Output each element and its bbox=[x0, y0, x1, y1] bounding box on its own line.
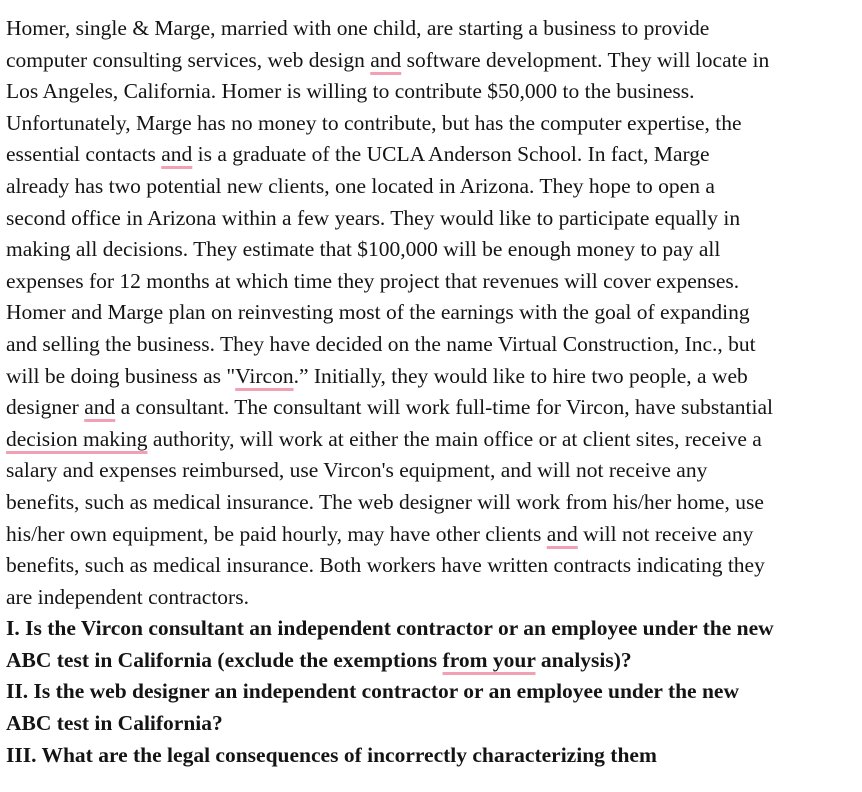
spellcheck-flagged-text: and bbox=[161, 142, 193, 167]
paragraph-line bbox=[6, 171, 862, 203]
question-line bbox=[6, 613, 862, 645]
text-segment: software development. They will locate in bbox=[401, 47, 770, 72]
text-segment: ABC test in California (exclude the exemptions bbox=[6, 647, 443, 672]
text-segment: Homer, single & Marge, married with one child, are starting a business to provide bbox=[6, 16, 710, 40]
document-body bbox=[6, 13, 862, 771]
paragraph-line bbox=[6, 361, 862, 393]
question-line bbox=[6, 708, 862, 740]
paragraph-line bbox=[6, 203, 862, 235]
text-segment: II. Is the web designer an independent contractor or an employee under the new bbox=[6, 679, 740, 704]
paragraph-line bbox=[6, 582, 862, 614]
paragraph-line bbox=[6, 487, 862, 519]
text-segment: computer consulting services, web design bbox=[6, 47, 371, 72]
question-line bbox=[6, 676, 862, 708]
spellcheck-flagged-text: from your bbox=[442, 647, 536, 672]
spellcheck-flagged-text: and bbox=[84, 395, 116, 420]
paragraph-line bbox=[6, 455, 862, 487]
text-segment: Homer and Marge plan on reinvesting most of the earnings with the goal of expanding bbox=[6, 300, 750, 325]
text-segment: benefits, such as medical insurance. Both workers have written contracts indicating they bbox=[6, 553, 765, 578]
text-segment: will be doing business as " bbox=[6, 363, 236, 388]
paragraph-line bbox=[6, 392, 862, 424]
paragraph-line bbox=[6, 519, 862, 551]
text-segment: expenses for 12 months at which time they project that revenues will cover expenses. bbox=[6, 268, 740, 293]
text-segment: salary and expenses reimbursed, use Vircon's equipment, and will not receive any bbox=[6, 458, 708, 483]
question-line bbox=[6, 740, 862, 772]
text-segment: benefits, such as medical insurance. The web designer will work from his/her home, use bbox=[6, 489, 764, 514]
paragraph-line bbox=[6, 266, 862, 298]
paragraph-line bbox=[6, 424, 862, 456]
paragraph-line bbox=[6, 45, 862, 77]
text-segment: already has two potential new clients, one located in Arizona. They hope to open a bbox=[6, 173, 715, 198]
text-segment: .” Initially, they would like to hire two people, a web bbox=[293, 363, 748, 388]
text-segment: ABC test in California? bbox=[6, 711, 223, 736]
paragraph-line bbox=[6, 234, 862, 266]
spellcheck-flagged-text: and bbox=[546, 521, 578, 546]
text-segment: and selling the business. They have decided on the name Virtual Construction, Inc., but bbox=[6, 331, 756, 356]
text-segment: second office in Arizona within a few years. They would like to participate equally in bbox=[6, 205, 741, 230]
text-segment: I. Is the Vircon consultant an independent contractor or an employee under the new bbox=[6, 616, 774, 641]
paragraph-line bbox=[6, 76, 862, 108]
text-segment: essential contacts bbox=[6, 142, 162, 167]
paragraph-line bbox=[6, 297, 862, 329]
problem-paragraph bbox=[6, 13, 862, 613]
questions-block bbox=[6, 613, 862, 771]
text-segment: authority, will work at either the main office or at client sites, receive a bbox=[147, 426, 762, 451]
spellcheck-flagged-text: decision making bbox=[6, 426, 148, 451]
text-segment: Unfortunately, Marge has no money to contribute, but has the computer expertise, the bbox=[6, 110, 742, 135]
text-segment: are independent contractors. bbox=[6, 584, 249, 609]
spellcheck-flagged-text: Vircon bbox=[235, 363, 294, 388]
paragraph-line bbox=[6, 139, 862, 171]
spellcheck-flagged-text: and bbox=[370, 47, 402, 72]
paragraph-line bbox=[6, 108, 862, 140]
question-line bbox=[6, 645, 862, 677]
text-segment: a consultant. The consultant will work full-time for Vircon, have substantial bbox=[115, 395, 773, 420]
text-segment: is a graduate of the UCLA Anderson School. In fact, Marge bbox=[192, 142, 710, 167]
text-segment: analysis)? bbox=[535, 647, 632, 672]
paragraph-line bbox=[6, 13, 862, 45]
text-segment: making all decisions. They estimate that $100,000 will be enough money to pay all bbox=[6, 237, 721, 262]
text-segment: designer bbox=[6, 395, 85, 420]
text-segment: his/her own equipment, be paid hourly, may have other clients bbox=[6, 521, 547, 546]
text-segment: will not receive any bbox=[577, 521, 754, 546]
paragraph-line bbox=[6, 329, 862, 361]
paragraph-line bbox=[6, 550, 862, 582]
text-segment: III. What are the legal consequences of incorrectly characterizing them bbox=[6, 742, 657, 767]
text-segment: Los Angeles, California. Homer is willing to contribute $50,000 to the business. bbox=[6, 79, 695, 104]
